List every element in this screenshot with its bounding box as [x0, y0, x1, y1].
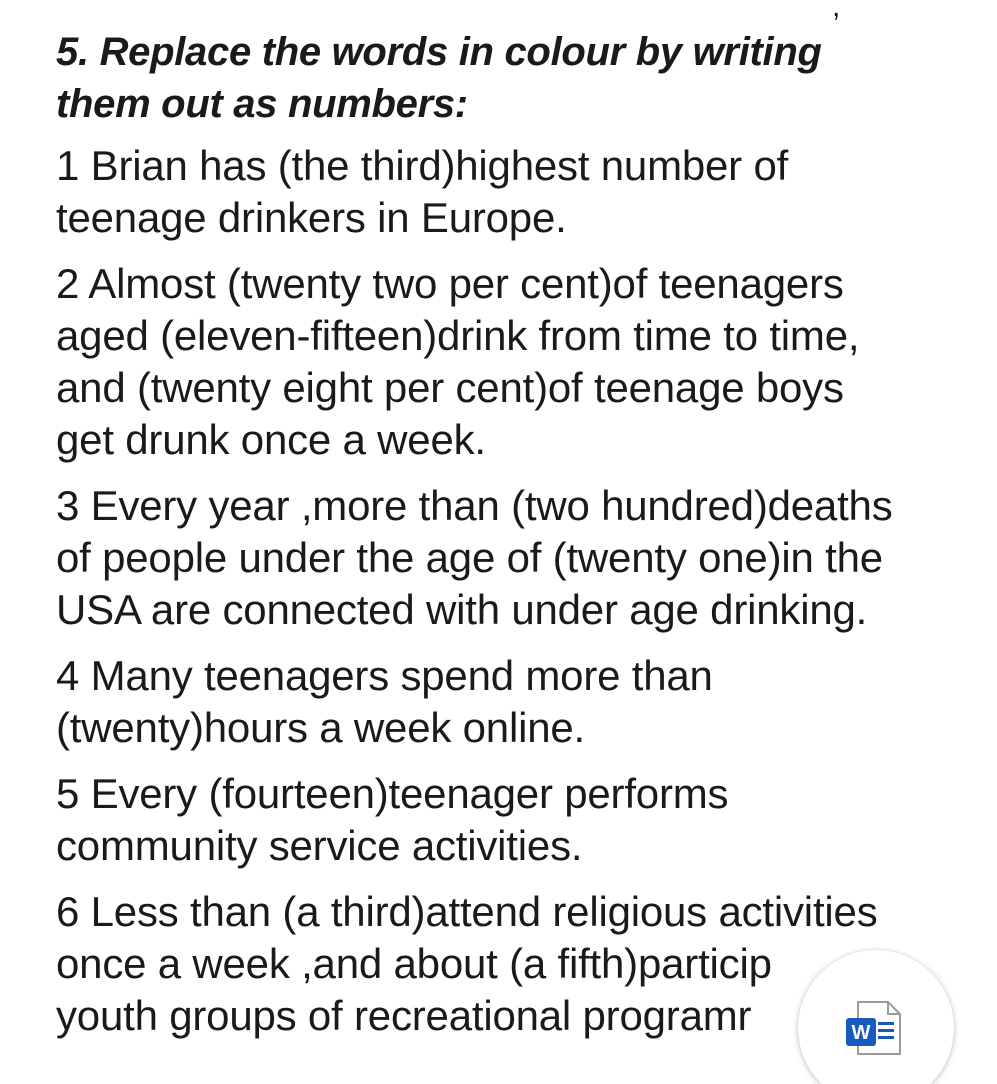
item-1-line-1: 1 Brian has (the third)highest number of [56, 142, 789, 189]
item-6-line-1: 6 Less than (a third)attend religious activities [56, 888, 878, 935]
item-4-line-2: (twenty)hours a week online. [56, 704, 585, 751]
exercise-item-2 [56, 258, 956, 466]
heading-line-1: 5. Replace the words in colour by writing [56, 30, 822, 74]
exercise-item-4 [56, 650, 956, 754]
heading-line-2: them out as numbers: [56, 82, 468, 126]
word-document-icon [844, 998, 906, 1060]
item-6-line-2: once a week ,and about (a fifth)particip [56, 940, 772, 987]
item-4-line-1: 4 Many teenagers spend more than [56, 652, 713, 699]
exercise-item-3 [56, 480, 956, 636]
item-5-line-1: 5 Every (fourteen)teenager performs [56, 770, 729, 817]
item-2-line-1: 2 Almost (twenty two per cent)of teenagers [56, 260, 844, 307]
item-3-line-3: USA are connected with under age drinking. [56, 586, 868, 633]
item-1-line-2: teenage drinkers in Europe. [56, 194, 567, 241]
item-3-line-1: 3 Every year ,more than (two hundred)deaths [56, 482, 893, 529]
item-2-line-3: and (twenty eight per cent)of teenage boys [56, 364, 844, 411]
item-3-line-2: of people under the age of (twenty one)in the [56, 534, 883, 581]
item-5-line-2: community service activities. [56, 822, 583, 869]
exercise-item-1 [56, 140, 956, 244]
previous-text-fragment: , [832, 0, 841, 23]
item-2-line-2: aged (eleven-fifteen)drink from time to time, [56, 312, 860, 359]
exercise-heading [56, 26, 956, 130]
exercise-document [56, 26, 956, 1056]
word-icon-letter: W [851, 1022, 871, 1044]
item-6-line-3: youth groups of recreational programr [56, 992, 752, 1039]
item-2-line-4: get drunk once a week. [56, 416, 486, 463]
exercise-item-5 [56, 768, 956, 872]
